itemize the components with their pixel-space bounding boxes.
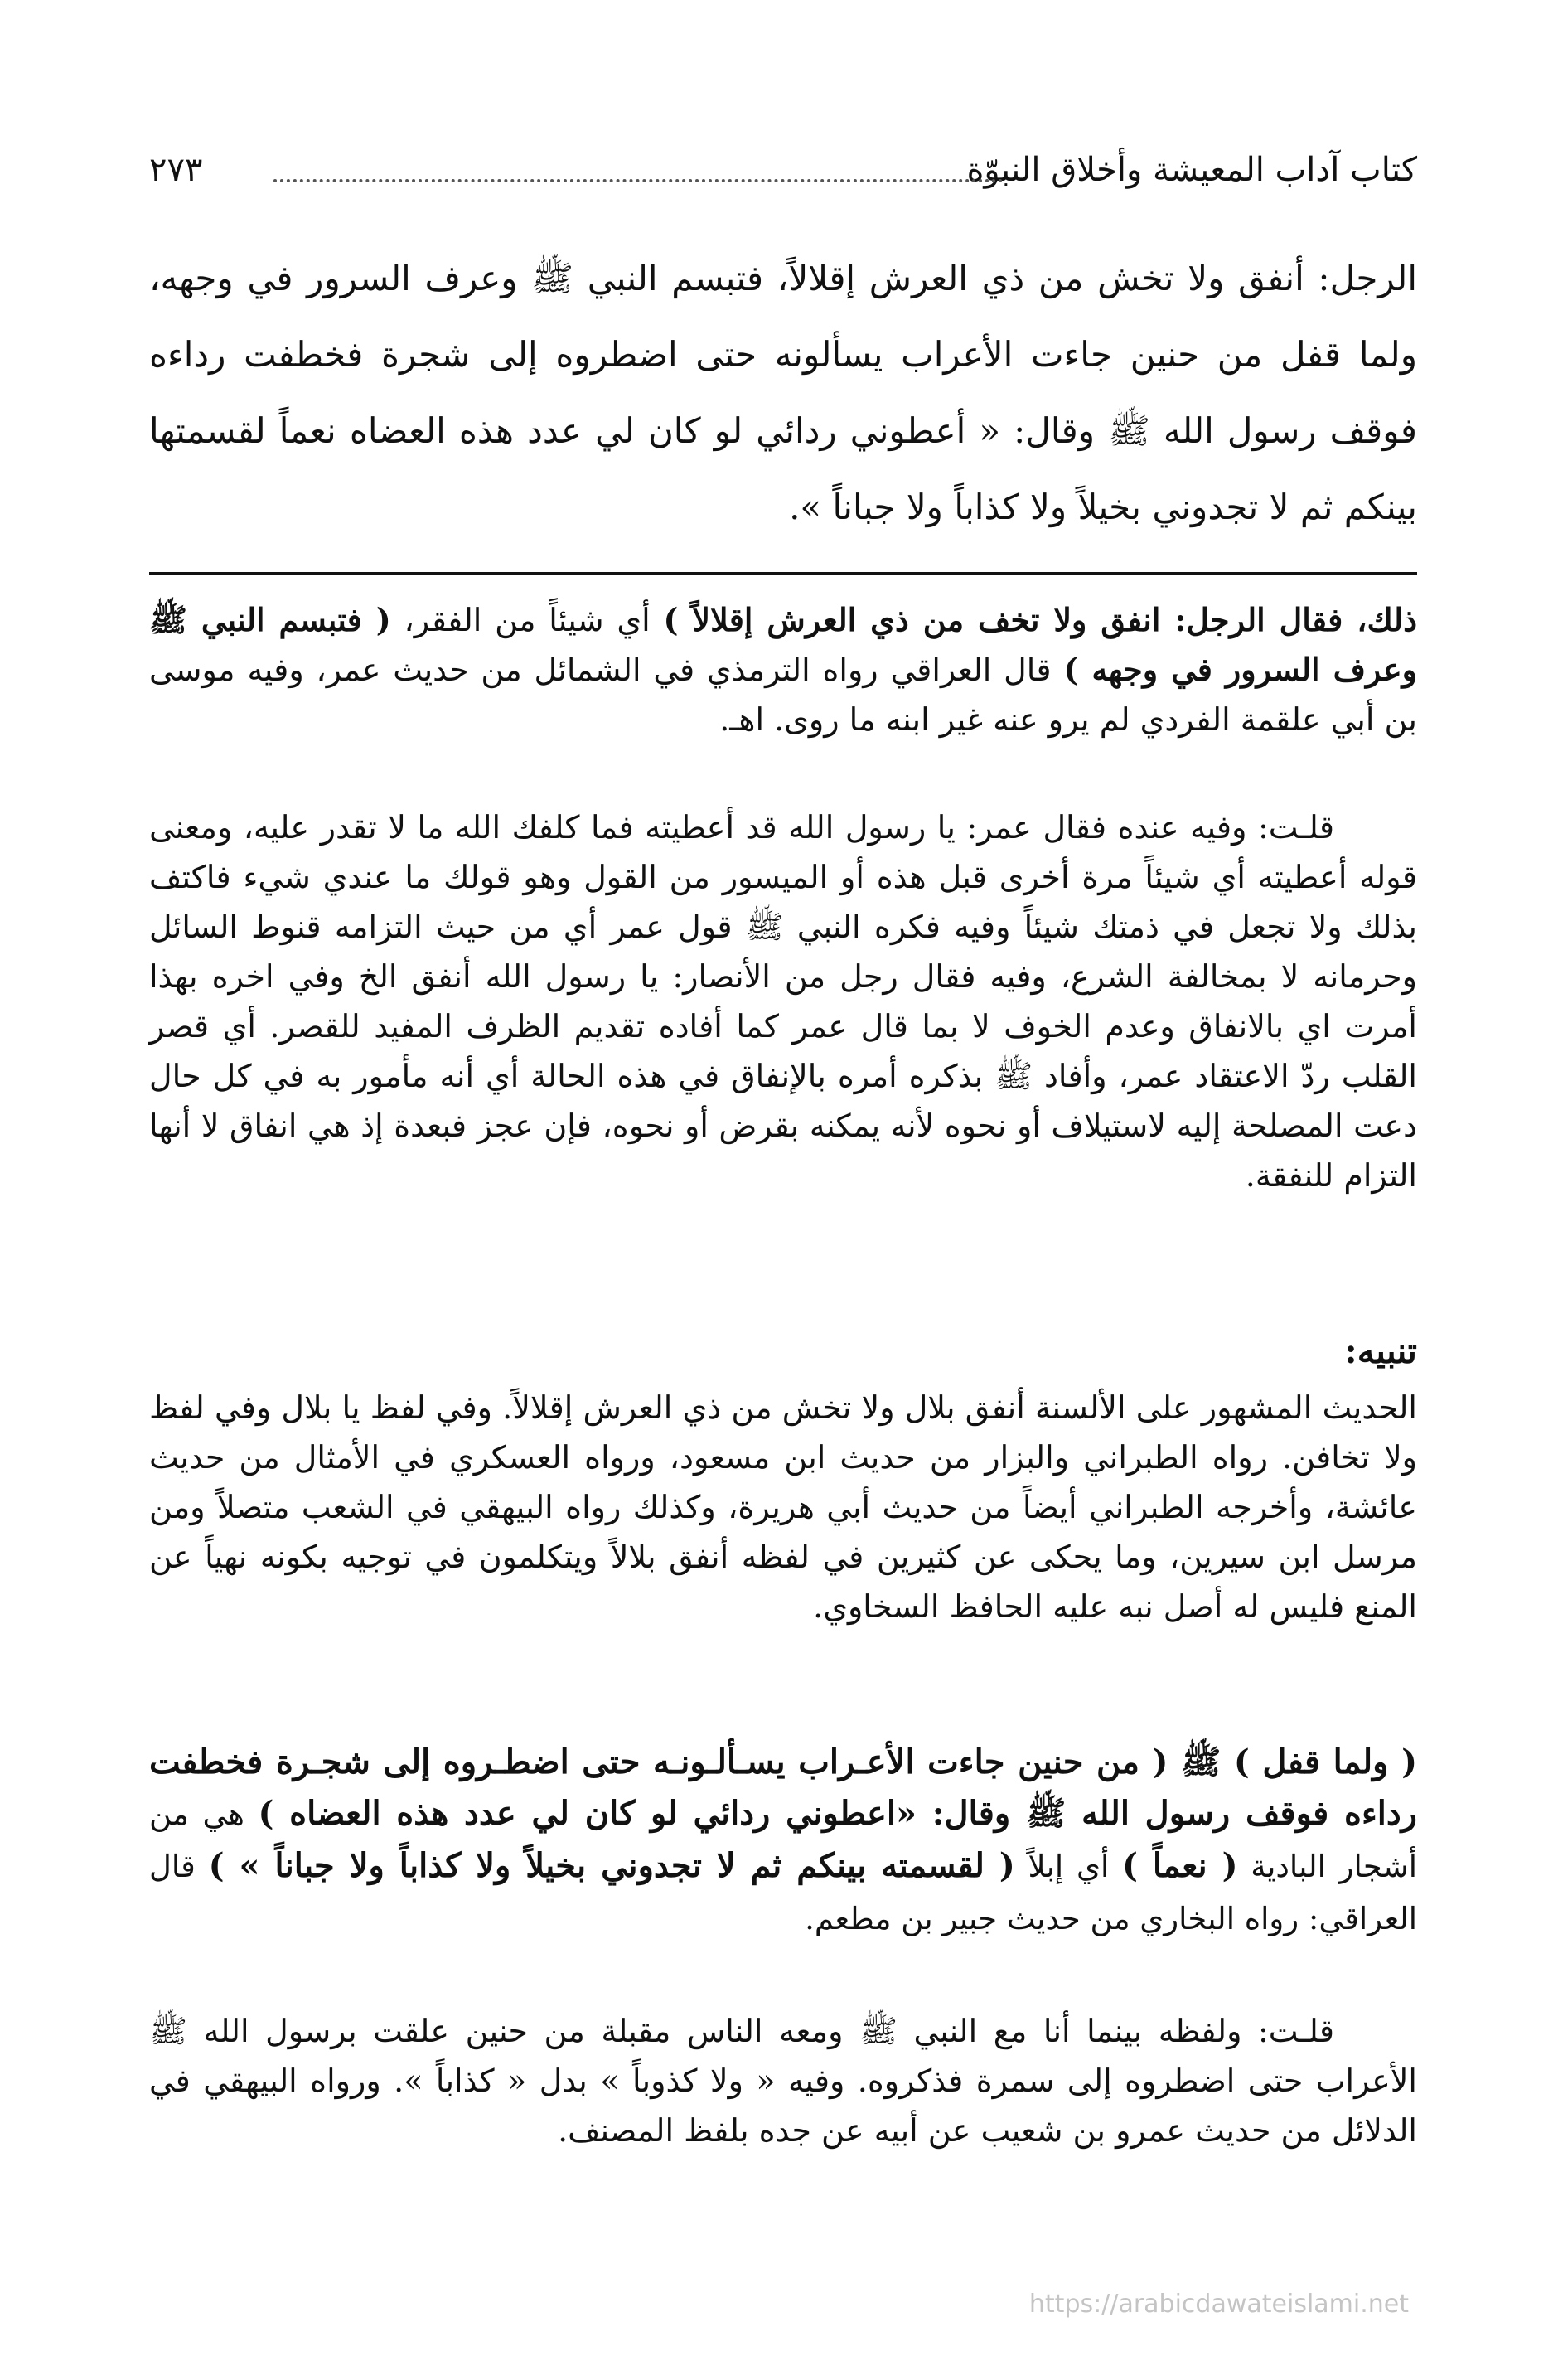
page-header	[149, 141, 1417, 199]
commentary-paragraph	[149, 1737, 1417, 1945]
separator-rule	[149, 572, 1417, 575]
dotted-leader	[273, 179, 1003, 182]
commentary-text: قال العراقي: رواه البخاري من حديث جبير بن مطعم.	[149, 1849, 1417, 1936]
commentary-text: أي إبلاً	[1014, 1849, 1123, 1884]
commentary-text: قال العراقي رواه الترمذي في الشمائل من حديث عمر، وفيه موسى بن أبي علقمة الفردي لم يرو عنه غير ابنه ما روى. اهـ.	[149, 652, 1417, 738]
watermark-url: https://arabicdawateislami.net	[1028, 2290, 1409, 2319]
note-paragraph: قلـت: ولفظه بينما أنا مع النبي ﷺ ومعه الناس مقبلة من حنين علقت برسول الله ﷺ الأعراب حتى اضطروه إلى سمرة فذكروه. وفيه « ولا كذوباً » بدل « كذاباً ». ورواه البيهقي في الدلائل من حديث عمرو بن شعيب عن أبيه عن جده بلفظ المصنف.	[149, 2013, 1417, 2149]
main-text: الرجل: أنفق ولا تخش من ذي العرش إقلالاً، فتبسم النبي ﷺ وعرف السرور في وجهه، ولما قفل من حنين جاءت الأعراب يسألونه حتى اضطروه إلى شجرة فخطفت رداءه فوقف رسول الله ﷺ وقال: « أعطوني ردائي لو كان لي عدد هذه العضاه نعماً لقسمتها بينكم ثم لا تجدوني بخيلاً ولا كذاباً ولا جباناً ».	[149, 258, 1417, 527]
commentary-paragraph	[149, 595, 1417, 744]
section-heading: تنبيه:	[1344, 1331, 1417, 1371]
commentary-text: هي من أشجار البادية	[149, 1796, 1417, 1884]
page-number: ٢٧٣	[149, 151, 203, 189]
running-title: كتاب آداب المعيشة وأخلاق النبوّة	[966, 151, 1417, 189]
quoted-text: ( فتبسم النبي ﷺ وعرف السرور في وجهه )	[149, 601, 1417, 688]
commentary-text: أي شيئاً من الفقر،	[390, 602, 664, 638]
quoted-text: ( نعماً )	[1122, 1846, 1238, 1885]
note-paragraph: قلـت: وفيه عنده فقال عمر: يا رسول الله قد أعطيته فما كلفك الله ما لا تقدر عليه، ومعنى قوله أعطيته أي شيئاً مرة أخرى قبل هذه أو الميسور من القول وهو قولك ما عندي شيء فاكتف بذلك ولا تجعل في ذمتك شيئاً وفيه فكره النبي ﷺ قول عمر أي من حيث التزامه قنوط السائل وحرمانه لا بمخالفة الشرع، وفيه فقال رجل من الأنصار: يا رسول الله أنفق الخ وفي اخره بهذا أمرت اي بالانفاق وعدم الخوف لا بما قال عمر كما أفاده تقديم الظرف المفيد للقصر. أي قصر القلب ردّ الاعتقاد عمر، وأفاد ﷺ بذكره أمره بالإنفاق في هذه الحالة أي أنه مأمور به في كل حال دعت المصلحة إليه لاستيلاف أو نحوه لأنه يمكنه بقرض أو نحوه، فإن عجز فبعدة إذ هي انفاق لا أنها التزام للنفقة.	[149, 809, 1417, 1194]
quoted-text: ( لقسمته بينكم ثم لا تجدوني بخيلاً ولا كذاباً ولا جباناً » )	[208, 1846, 1015, 1885]
tanbih-paragraph: الحديث المشهور على الألسنة أنفق بلال ولا تخش من ذي العرش إقلالاً. وفي لفظ يا بلال وفي لفظ ولا تخافن. رواه الطبراني والبزار من حديث ابن مسعود، ورواه العسكري في الأمثال من حديث عائشة، وأخرجه الطبراني أيضاً من حديث أبي هريرة، وكذلك رواه البيهقي في الشعب متصلاً ومن مرسل ابن سيرين، وما يحكى عن كثيرين في لفظه أنفق بلالاً ويتكلمون في توجيه بكونه نهياً عن المنع فليس له أصل نبه عليه الحافظ السخاوي.	[149, 1389, 1417, 1625]
quoted-text: ( ولما قفل ) ﷺ ( من حنين جاءت الأعـراب يسـألـونـه حتى اضطـروه إلى شجـرة فخطفت رداءه فوقف رسول الله ﷺ وقال: «اعطوني ردائي لو كان لي عدد هذه العضاه )	[149, 1743, 1418, 1833]
quoted-text: ذلك، فقال الرجل: انفق ولا تخف من ذي العرش إقلالاً )	[663, 601, 1417, 638]
